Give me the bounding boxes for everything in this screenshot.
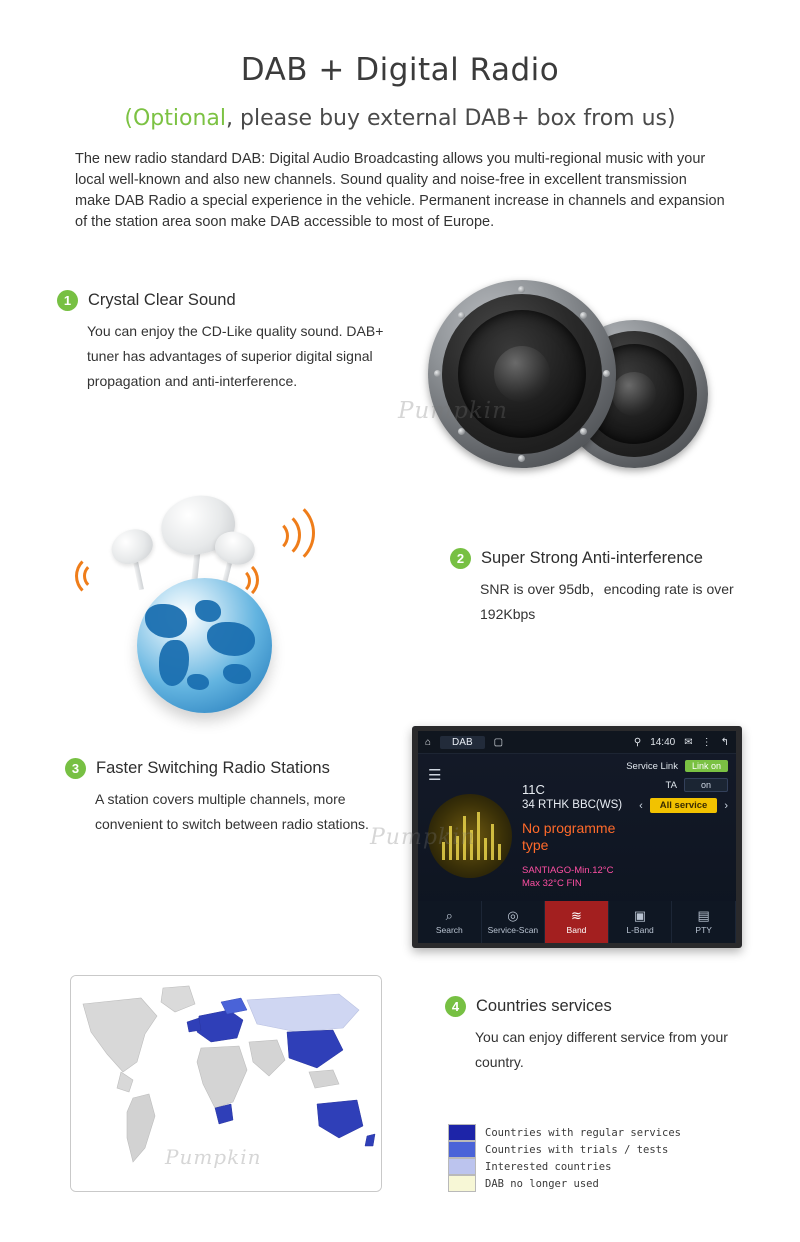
feature-4-head bbox=[445, 996, 775, 1017]
message-icon: ✉ bbox=[684, 736, 693, 748]
watermark-2: Pumpkin bbox=[370, 825, 476, 850]
device-weather-line2: Max 32°C FIN bbox=[522, 878, 582, 889]
feature-2-head bbox=[450, 548, 780, 569]
satellite-globe-illustration bbox=[75, 470, 325, 720]
feature-block-1 bbox=[57, 290, 387, 394]
page-title: DAB + Digital Radio bbox=[240, 52, 560, 88]
watermark-3: Pumpkin bbox=[165, 1145, 262, 1169]
feature-3-heading: Faster Switching Radio Stations bbox=[96, 759, 330, 777]
device-button-search[interactable] bbox=[418, 901, 482, 943]
magnifier-icon: ⌕ bbox=[445, 908, 453, 923]
service-link-label: Service Link bbox=[626, 760, 678, 772]
next-service-button[interactable]: › bbox=[724, 799, 728, 812]
speakers-illustration bbox=[410, 272, 730, 492]
feature-block-4 bbox=[445, 996, 775, 1075]
legend-label-regular: Countries with regular services bbox=[485, 1126, 681, 1139]
legend-item bbox=[448, 1124, 748, 1141]
device-weather-line1: SANTIAGO-Min.12°C bbox=[522, 865, 614, 876]
service-link-row bbox=[578, 760, 728, 772]
device-button-service-scan-label: Service-Scan bbox=[487, 925, 539, 935]
feature-3-head bbox=[65, 758, 405, 779]
device-button-search-label: Search bbox=[435, 925, 463, 935]
device-button-l-band[interactable] bbox=[609, 901, 673, 943]
list-icon: ▤ bbox=[697, 908, 710, 923]
legend-item bbox=[448, 1158, 748, 1175]
device-tab-dab[interactable]: DAB bbox=[440, 736, 485, 749]
feature-2-body: SNR is over 95db，encoding rate is over 192Kbps bbox=[480, 581, 734, 622]
device-channel-number: 11C bbox=[522, 782, 545, 797]
device-button-band[interactable] bbox=[545, 901, 609, 943]
feature-4-number: 4 bbox=[445, 996, 466, 1017]
legend-label-trials: Countries with trials / tests bbox=[485, 1143, 669, 1156]
ta-row bbox=[578, 778, 728, 792]
legend-label-interested: Interested countries bbox=[485, 1160, 612, 1173]
more-icon[interactable]: ⋮ bbox=[701, 736, 712, 748]
feature-1-number: 1 bbox=[57, 290, 78, 311]
intro-paragraph: The new radio standard DAB: Digital Audio Broadcasting allows you multi-regional music with your local well-known and also new channels. Sound quality and noise-free in excellent transmission make DAB Radio a special experience in the vehicle. Permanent increase in channels and expansion of the station area soon make DAB accessible to most of Europe. bbox=[75, 151, 725, 230]
feature-3-body: A station covers multiple channels, more convenient to switch between radio stations. bbox=[95, 791, 369, 832]
service-selector-row bbox=[578, 798, 728, 813]
device-status-bar bbox=[418, 731, 736, 754]
prev-service-button[interactable]: ‹ bbox=[639, 799, 643, 812]
device-weather-info bbox=[522, 864, 613, 890]
feature-3-number: 3 bbox=[65, 758, 86, 779]
device-button-pty[interactable] bbox=[672, 901, 736, 943]
device-screen bbox=[418, 731, 736, 943]
app-icon[interactable]: ▢ bbox=[493, 736, 504, 748]
legend-item bbox=[448, 1141, 748, 1158]
subtitle-rest: , please buy external DAB+ box from us) bbox=[226, 106, 676, 131]
signal-icon: ≋ bbox=[571, 908, 582, 923]
feature-1-heading: Crystal Clear Sound bbox=[88, 291, 236, 309]
large-speaker-graphic bbox=[428, 280, 616, 468]
legend-label-nolonger: DAB no longer used bbox=[485, 1177, 599, 1190]
device-button-l-band-label: L-Band bbox=[626, 925, 654, 935]
globe-graphic bbox=[137, 578, 272, 713]
home-icon[interactable]: ⌂ bbox=[425, 736, 432, 748]
feature-2-number: 2 bbox=[450, 548, 471, 569]
list-menu-icon[interactable]: ☰ bbox=[428, 767, 442, 784]
feature-4-body: You can enjoy different service from your country. bbox=[475, 1029, 728, 1070]
map-legend bbox=[448, 1124, 748, 1192]
square-icon: ▣ bbox=[633, 908, 647, 923]
feature-1-head bbox=[57, 290, 387, 311]
device-main-area bbox=[418, 754, 736, 900]
world-map bbox=[70, 975, 382, 1192]
device-programme-type: No programme type bbox=[522, 820, 616, 853]
device-button-bar bbox=[418, 901, 736, 943]
device-button-service-scan[interactable] bbox=[482, 901, 546, 943]
back-icon[interactable]: ↰ bbox=[720, 736, 729, 748]
scan-icon: ◎ bbox=[507, 908, 519, 923]
device-clock: 14:40 bbox=[650, 736, 676, 748]
subtitle-optional: (Optional bbox=[124, 106, 227, 131]
legend-swatch-regular bbox=[448, 1124, 476, 1141]
feature-block-3 bbox=[65, 758, 405, 837]
legend-swatch-interested bbox=[448, 1158, 476, 1175]
feature-1-body: You can enjoy the CD-Like quality sound. DAB+ tuner has advantages of superior digital signal propagation and anti-interference. bbox=[87, 323, 384, 389]
device-button-band-label: Band bbox=[566, 925, 587, 935]
all-service-button[interactable]: All service bbox=[650, 798, 718, 813]
feature-2-heading: Super Strong Anti-interference bbox=[481, 549, 703, 567]
device-button-pty-label: PTY bbox=[695, 925, 712, 935]
watermark-1: Pumpkin bbox=[398, 398, 508, 424]
world-map-svg bbox=[71, 976, 381, 1191]
car-radio-device bbox=[412, 726, 742, 948]
service-link-toggle[interactable]: Link on bbox=[685, 760, 728, 772]
visualizer-orb bbox=[428, 794, 512, 878]
legend-swatch-trials bbox=[448, 1141, 476, 1158]
device-station-name: 34 RTHK BBC(WS) bbox=[522, 799, 623, 811]
legend-swatch-nolonger bbox=[448, 1175, 476, 1192]
feature-4-heading: Countries services bbox=[476, 997, 612, 1015]
ta-label: TA bbox=[665, 779, 677, 791]
location-icon: ⚲ bbox=[633, 736, 642, 748]
page-subtitle bbox=[0, 106, 800, 131]
ta-toggle[interactable]: on bbox=[684, 778, 728, 792]
legend-item bbox=[448, 1175, 748, 1192]
feature-block-2 bbox=[450, 548, 780, 627]
device-right-controls bbox=[578, 760, 728, 819]
